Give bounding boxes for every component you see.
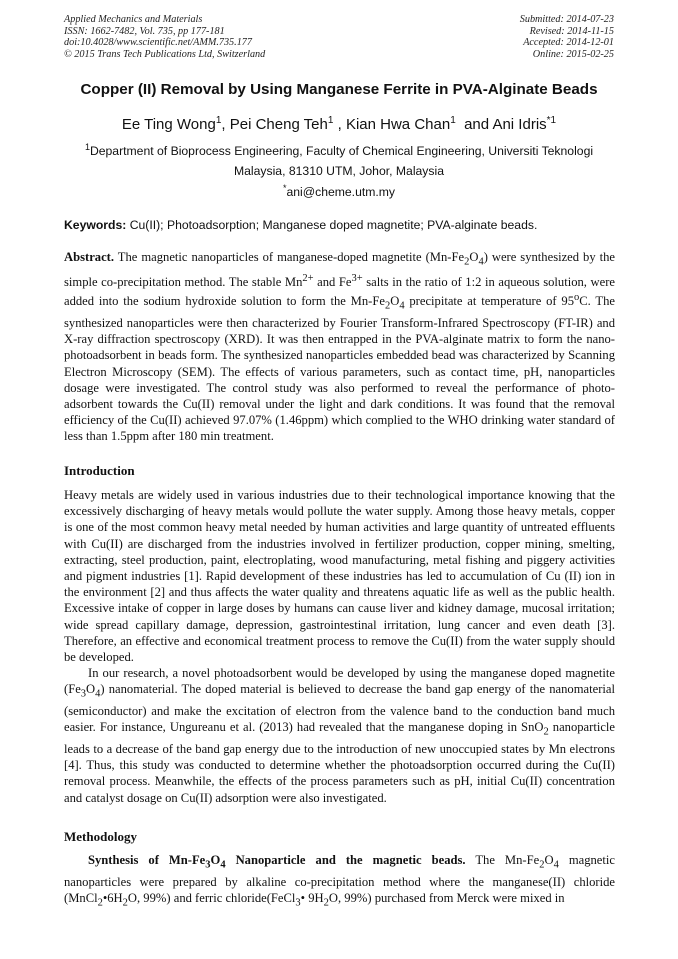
method-text-5: O, 99%) and ferric chloride(FeCl xyxy=(127,890,296,905)
method-sub: 2 xyxy=(97,897,103,909)
email-address: ani@cheme.utm.my xyxy=(286,185,396,200)
method-sub: 2 xyxy=(122,897,128,909)
journal-copyright: © 2015 Trans Tech Publications Ltd, Switzerland xyxy=(64,48,266,60)
abstract-degree: o xyxy=(574,292,580,304)
method-text-1: The Mn-Fe xyxy=(465,853,540,867)
affiliation-line-1 xyxy=(0,142,678,158)
affiliation-text-1: Department of Bioprocess Engineering, Faculty of Chemical Engineering, Universiti Teknologi xyxy=(89,144,594,159)
abstract-sub: 4 xyxy=(399,300,405,312)
abstract-sup: 3+ xyxy=(351,272,363,284)
abstract-text-2: O xyxy=(469,250,479,264)
author-3-affil-mark: 1 xyxy=(450,115,456,126)
abstract-text-1: The magnetic nanoparticles of manganese-doped magnetite (Mn-Fe xyxy=(117,250,465,264)
journal-info xyxy=(64,14,265,60)
introduction-body xyxy=(64,487,615,806)
subheading-text-2: O xyxy=(210,853,221,867)
method-sub: 4 xyxy=(553,859,559,871)
methodology-subheading xyxy=(88,853,466,871)
abstract-sub: 4 xyxy=(478,256,484,268)
subheading-text-3: Nanoparticle and the magnetic beads. xyxy=(225,853,466,867)
method-text-3: magnetic nanoparticles were prepared by alkaline co-precipitation method where the manganese(II) chloride (MnCl xyxy=(64,853,615,905)
intro-sub: 2 xyxy=(543,726,549,738)
keywords-text: Cu(II); Photoadsorption; Manganese doped magnetite; PVA-alginate beads. xyxy=(129,218,538,232)
method-text-2: O xyxy=(544,853,554,867)
subheading-text-1: Synthesis of Mn-Fe xyxy=(88,853,206,867)
method-sub: 2 xyxy=(323,897,329,909)
intro-text-a: In our research, a novel photoadsorbent would be developed by using the manganese doped magnetite (Fe xyxy=(64,666,615,697)
introduction-paragraph-1: Heavy metals are widely used in various industries due to their technological importance knowing that the excessively discharging of heavy metals would pollute the water supply. Among those heavy metals, copper is one of the most common heavy metal needed by human activities and large quantity of untreated effluents with Cu(II) are discharged from the industries involved in fertilizer production, copper mining, smelting, extracting, steel production, paint, electroplating, wood manufacturing, metal fishing and piggery activities and pigment industries [1]. Rapid development of these industries has led to accumulation of Cu (II) ion in the environment [2] and thus affects the water quality and threatens aquatic life as well as the public health. Excessive intake of copper in large doses by humans can cause liver and kidney damage, mucosal irritation; wide spread capillary damage, depression, gastrointestinal irritation, lung cancer and even death [3]. Therefore, an effective and economical treatment process to remove the Cu(II) from the water supply should be developed. xyxy=(64,488,615,665)
abstract-sup: 2+ xyxy=(302,272,314,284)
author-3: Kian Hwa Chan xyxy=(345,116,451,133)
author-4: and Ani Idris xyxy=(464,116,547,133)
abstract xyxy=(64,249,615,445)
abstract-text-6: O xyxy=(390,294,400,309)
date-submitted: Submitted: 2014-07-23 xyxy=(519,14,614,25)
journal-issn: ISSN: 1662-7482, Vol. 735, pp 177-181 xyxy=(64,25,225,37)
method-text-7: O, 99%) purchased from Merck were mixed in xyxy=(328,890,565,905)
affiliation-line-2: Malaysia, 81310 UTM, Johor, Malaysia xyxy=(234,164,444,178)
intro-text-d: nanoparticle leads to a decrease of the band gap energy due to the introduction of new unoccupied states by Mn electrons [4]. Thus, this study was conducted to determine whether the photoadsorption occurred during the Cu(II) removal process. Meanwhile, the effects of the process parameters such as pH, initial Cu(II) concentration and catalyst dosage on Cu(II) adsorption were also investigated. xyxy=(64,720,616,805)
author-2-affil-mark: 1 xyxy=(327,115,334,126)
author-1: Ee Ting Wong xyxy=(121,116,216,133)
intro-text-b: O xyxy=(86,682,96,697)
subheading-sub: 3 xyxy=(205,859,211,871)
date-online: Online: 2015-02-25 xyxy=(532,48,614,60)
intro-sub: 3 xyxy=(80,688,87,700)
journal-doi: doi:10.4028/www.scientific.net/AMM.735.177 xyxy=(64,37,252,49)
author-4-affil-mark: *1 xyxy=(546,115,557,126)
introduction-heading: Introduction xyxy=(64,463,135,478)
method-sub: 2 xyxy=(539,859,545,871)
author-1-affil-mark: 1 xyxy=(215,115,222,126)
abstract-text-4: and Fe xyxy=(313,274,352,289)
method-text-6: • 9H xyxy=(300,890,324,905)
corresponding-email xyxy=(0,183,678,199)
submission-dates xyxy=(520,14,614,60)
abstract-sub: 2 xyxy=(384,300,391,312)
subheading-sub: 4 xyxy=(220,859,226,871)
abstract-sub: 2 xyxy=(464,256,470,268)
method-sub: 3 xyxy=(295,897,301,909)
journal-name: Applied Mechanics and Materials xyxy=(64,14,203,25)
author-2: Pei Cheng Teh xyxy=(229,116,328,133)
methodology-heading: Methodology xyxy=(64,829,137,844)
methodology-body xyxy=(64,852,615,912)
abstract-text-5: salts in the ratio of 1:2 in aqueous solution, were added into the sodium hydroxide solution to form the Mn-Fe xyxy=(64,274,616,309)
author-list: Ee Ting Wong$^1$, Pei Cheng Teh$^1$ , Kian Hwa Chan$^1$ and Ani Idris$^{*1}$ xyxy=(121,115,557,133)
paper-title: Copper (II) Removal by Using Manganese Ferrite in PVA-Alginate Beads xyxy=(80,81,598,98)
abstract-text-3: ) were synthesized by the simple co-precipitation method. The stable Mn xyxy=(64,250,616,289)
abstract-text-8: C. The synthesized nanoparticles were then characterized by Fourier Transform-Infrared Spectroscopy (FT-IR) and X-ray diffraction spectroscopy (XRD). It was then entrapped in the PVA-alginate matrix to form the nano-photoadsorbent in beads form. The synthesized nanoparticles embedded bead was characterized by Scanning Electron Microscopy (SEM). The effects of various parameters, such as contact time, pH, nanoparticles dosage were investigated. The control study was also performed to reveal the performance of photo-adsorbent towards the Cu(II) removal under the light and dark conditions. It was found that the removal efficiency of the Cu(II) achieved 97.07% (1.46ppm) which complied to the WHO drinking water standard of less than 1.5ppm after 180 min treatment. xyxy=(64,294,615,444)
date-accepted: Accepted: 2014-12-01 xyxy=(523,37,614,49)
intro-text-c: ) nanomaterial. The doped material is believed to decrease the band gap energy of the nanomaterial (semiconductor) and make the excitation of electron from the valence band to the conduction band much easier. For instance, Ungureanu et al. (2013) had revealed that the manganese doping in SnO xyxy=(64,682,615,735)
keywords xyxy=(64,218,616,232)
method-text-4: •6H xyxy=(102,890,123,905)
keywords-label: Keywords: xyxy=(64,218,127,232)
introduction-paragraph-2 xyxy=(64,665,615,806)
email-mark: * xyxy=(282,183,287,193)
affiliation-mark: 1 xyxy=(84,142,90,152)
abstract-label: Abstract. xyxy=(64,250,115,264)
abstract-text-7: precipitate at temperature of 95 xyxy=(404,294,575,309)
date-revised: Revised: 2014-11-15 xyxy=(529,25,614,37)
intro-sub: 4 xyxy=(95,688,101,700)
